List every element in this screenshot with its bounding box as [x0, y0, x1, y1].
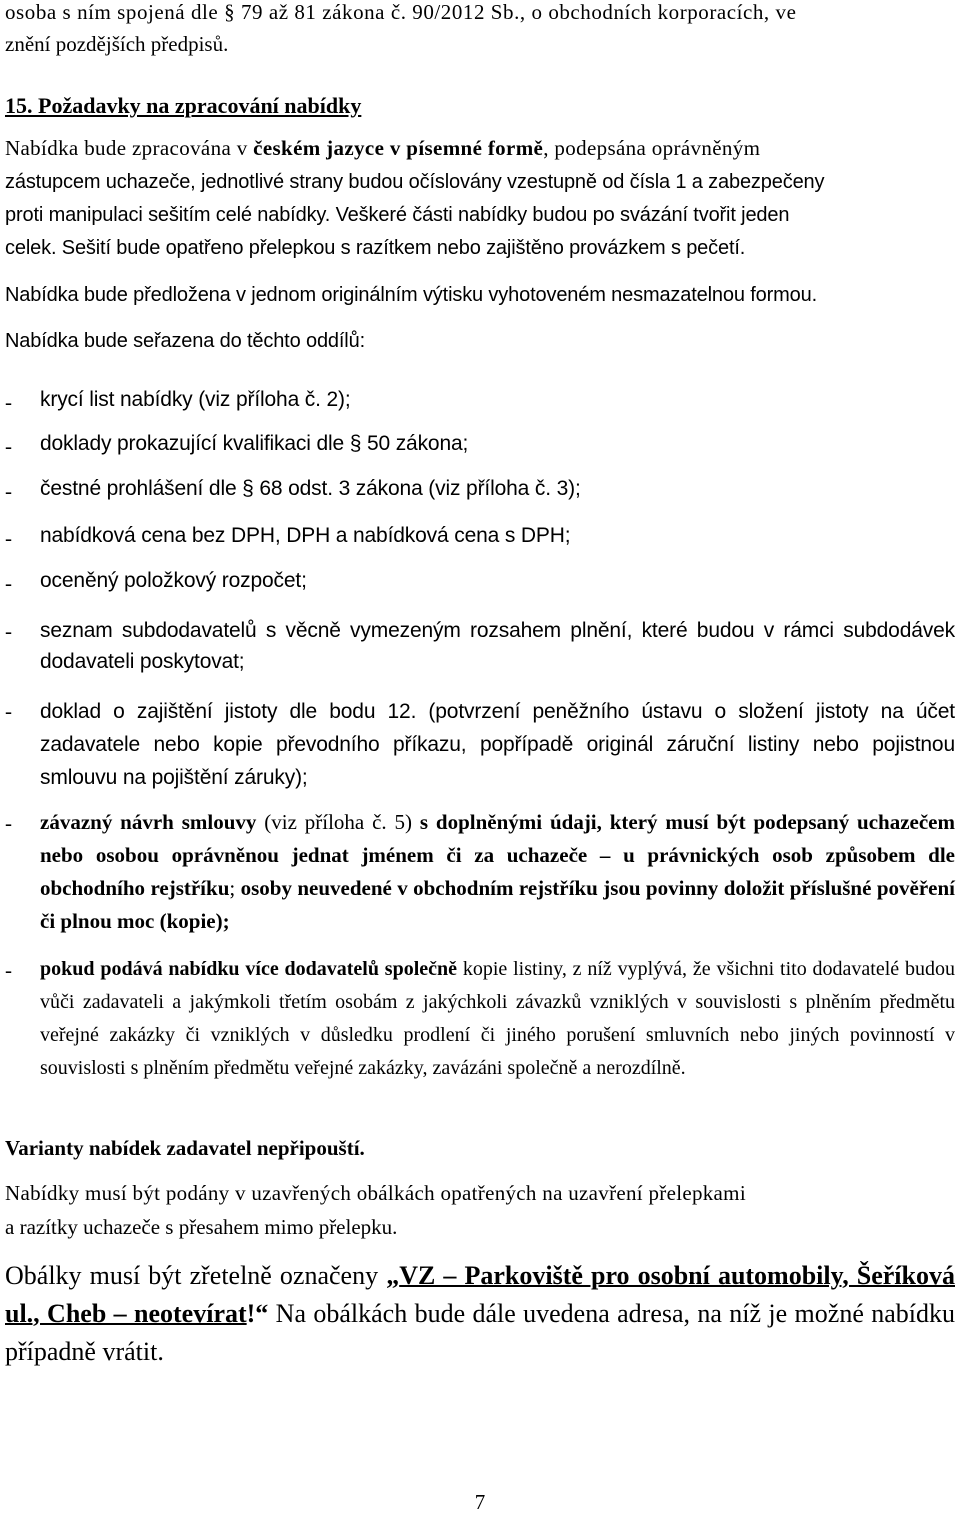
para2: [5, 281, 817, 309]
section-heading: [5, 92, 361, 120]
list-item-1: krycí list nabídky (viz příloha č. 2);: [40, 388, 351, 411]
list-dash: -: [5, 958, 12, 982]
marking-quote-open: „: [386, 1261, 400, 1290]
envelopes-line-1: [5, 1179, 955, 1207]
list-item-4: nabídková cena bez DPH, DPH a nabídková cena s DPH;: [40, 524, 571, 547]
intro-text-1: osoba s ním spojená dle § 79 až 81 zákona č. 90/2012 Sb., o obchodních korporacích, ve: [5, 0, 797, 24]
joint-bid-label: pokud podává nabídku více dodavatelů společně: [40, 958, 458, 980]
para1-text-3: proti manipulaci sešitím celé nabídky. Veškeré části nabídky budou po svázání tvořit jeden: [5, 204, 790, 226]
draft-contract-ref: (viz příloha č. 5): [256, 810, 420, 834]
list-dash: -: [5, 526, 12, 550]
para1-line-2: [5, 168, 824, 196]
variants-note: [5, 1134, 365, 1162]
marking-text-a: Obálky musí být zřetelně označeny: [5, 1261, 387, 1290]
para3-text: Nabídka bude seřazena do těchto oddílů:: [5, 330, 365, 352]
joint-bid-text: kopie listiny, z níž vyplývá, že všichni tito dodavatelé budou vůči zadavateli a jakýmkoli třetím osobám z jakýchkoli závazků vzniklých v souvislosti s plněním předmětu veřejné zakázky či vzniklých v důsledku prodlení či jiného porušení smluvních nebo jiných povinností v souvislosti s plněním předmětu veřejné zakázky, zavázáni společně a nerozdílně.: [40, 958, 955, 1079]
draft-contract-label: závazný návrh smlouvy: [40, 810, 257, 834]
para1-text-a: Nabídka bude zpracována v: [5, 136, 254, 160]
list-item-7: doklad o zajištění jistoty dle bodu 12. (potvrzení peněžního ústavu o složení jistoty na účet zadavatele nebo kopie převodního příkazu, popřípadě originál záruční listiny nebo pojistnou smlouvu na pojištění záruky);: [40, 700, 955, 789]
list-dash: -: [5, 479, 12, 503]
draft-contract-sep: ;: [229, 876, 241, 900]
marking-quote-close: !“: [246, 1299, 269, 1328]
para1-line-4: [5, 234, 745, 262]
page-number: 7: [474, 1490, 486, 1514]
para1-text-4: celek. Sešití bude opatřeno přelepkou s razítkem nebo zajištěno provázkem s pečetí.: [5, 237, 746, 259]
envelopes-text-1: Nabídky musí být podány v uzavřených obálkách opatřených na uzavření přelepkami: [5, 1181, 746, 1205]
list-item-9: [40, 953, 955, 1085]
list-item-3: čestné prohlášení dle § 68 odst. 3 zákona (viz příloha č. 3);: [40, 477, 581, 500]
list-item-6: seznam subdodavatelů s věcně vymezeným rozsahem plnění, které budou v rámci subdodávek dodavateli poskytovat;: [40, 619, 955, 673]
intro-line-1: [5, 0, 955, 26]
list-item-8: [40, 806, 955, 938]
envelopes-line-2: [5, 1213, 397, 1241]
para1-line-3: [5, 201, 789, 229]
section-number: 15.: [5, 93, 33, 118]
list-dash: -: [5, 699, 12, 723]
marking-label: VZ – Parkoviště pro osobní automobily, Šeříková ul., Cheb – neotevírat: [5, 1261, 955, 1328]
draft-contract-others: osoby neuvedené v obchodním rejstříku jsou povinny doložit příslušné pověření či plnou moc (kopie);: [40, 876, 955, 933]
para1-bold-language: českém jazyce v písemné formě: [253, 136, 544, 160]
marking-text-e: Na obálkách bude dále uvedena adresa, na níž je možné nabídku případně vrátit.: [5, 1299, 955, 1366]
envelopes-text-2: a razítky uchazeče s přesahem mimo přelepku.: [5, 1215, 398, 1239]
para1-text-b: , podepsána oprávněným: [543, 136, 761, 160]
variants-text: Varianty nabídek zadavatel nepřipouští.: [5, 1136, 365, 1160]
intro-text-2: znění pozdějších předpisů.: [5, 32, 229, 56]
intro-line-2: [5, 30, 228, 58]
list-dash: -: [5, 619, 12, 643]
list-dash: -: [5, 571, 12, 595]
para3: [5, 327, 365, 355]
list-dash: -: [5, 811, 12, 835]
list-dash: -: [5, 434, 12, 458]
list-item-2: doklady prokazující kvalifikaci dle § 50 zákona;: [40, 432, 469, 455]
list-item-5: oceněný položkový rozpočet;: [40, 569, 307, 592]
para2-text: Nabídka bude předložena v jednom originálním výtisku vyhotoveném nesmazatelnou formou.: [5, 284, 818, 306]
para1-text-2: zástupcem uchazeče, jednotlivé strany budou očíslovány vzestupně od čísla 1 a zabezpečeny: [5, 171, 825, 193]
draft-contract-requirements: s doplněnými údaji, který musí být podepsaný uchazečem nebo osobou oprávněnou jednat jménem či za uchazeče – u právnických osob způsobem dle obchodního rejstříku: [40, 810, 955, 900]
envelope-marking: [5, 1257, 955, 1371]
para1-line-1: [5, 134, 955, 162]
section-title: Požadavky na zpracování nabídky: [38, 93, 362, 118]
list-dash: -: [5, 390, 12, 414]
